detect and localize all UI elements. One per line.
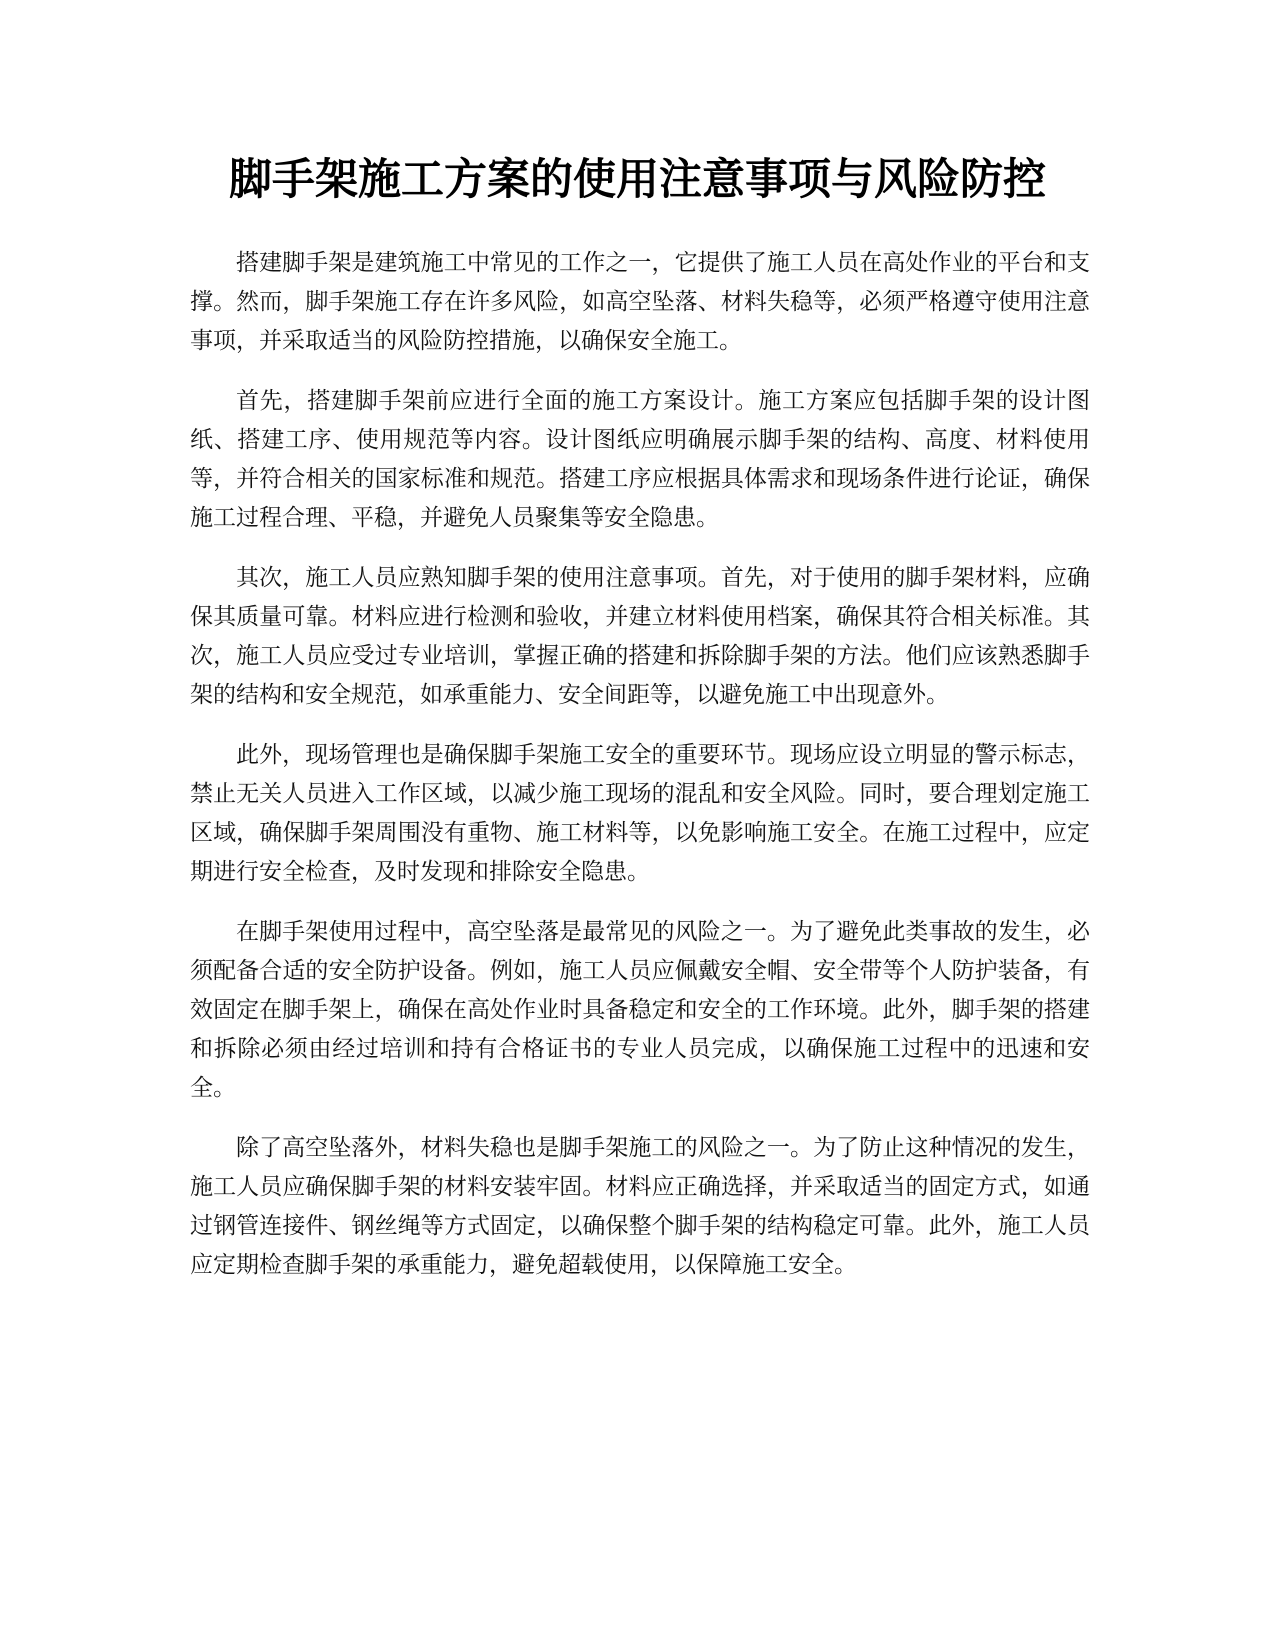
paragraph-4: 此外，现场管理也是确保脚手架施工安全的重要环节。现场应设立明显的警示标志，禁止无关人员进入工作区域，以减少施工现场的混乱和安全风险。同时，要合理划定施工区域，确保脚手架周围没有重物、施工材料等，以免影响施工安全。在施工过程中，应定期进行安全检查，及时发现和排除安全隐患。: [190, 742, 1090, 885]
document-title: 脚手架施工方案的使用注意事项与风险防控: [229, 155, 1046, 205]
paragraph-6: 除了高空坠落外，材料失稳也是脚手架施工的风险之一。为了防止这种情况的发生，施工人员应确保脚手架的材料安装牢固。材料应正确选择，并采取适当的固定方式，如通过钢管连接件、钢丝绳等方式固定，以确保整个脚手架的结构稳定可靠。此外，施工人员应定期检查脚手架的承重能力，避免超载使用，以保障施工安全。: [190, 1135, 1090, 1278]
document-body: [190, 244, 1090, 1306]
paragraph-3: 其次，施工人员应熟知脚手架的使用注意事项。首先，对于使用的脚手架材料，应确保其质量可靠。材料应进行检测和验收，并建立材料使用档案，确保其符合相关标准。其次，施工人员应受过专业培训，掌握正确的搭建和拆除脚手架的方法。他们应该熟悉脚手架的结构和安全规范，如承重能力、安全间距等，以避免施工中出现意外。: [190, 565, 1090, 708]
paragraph-2: 首先，搭建脚手架前应进行全面的施工方案设计。施工方案应包括脚手架的设计图纸、搭建工序、使用规范等内容。设计图纸应明确展示脚手架的结构、高度、材料使用等，并符合相关的国家标准和规范。搭建工序应根据具体需求和现场条件进行论证，确保施工过程合理、平稳，并避免人员聚集等安全隐患。: [190, 388, 1090, 531]
paragraph-5: 在脚手架使用过程中，高空坠落是最常见的风险之一。为了避免此类事故的发生，必须配备合适的安全防护设备。例如，施工人员应佩戴安全帽、安全带等个人防护装备，有效固定在脚手架上，确保在高处作业时具备稳定和安全的工作环境。此外，脚手架的搭建和拆除必须由经过培训和持有合格证书的专业人员完成，以确保施工过程中的迅速和安全。: [190, 919, 1090, 1101]
paragraph-1: 搭建脚手架是建筑施工中常见的工作之一，它提供了施工人员在高处作业的平台和支撑。然而，脚手架施工存在许多风险，如高空坠落、材料失稳等，必须严格遵守使用注意事项，并采取适当的风险防控措施，以确保安全施工。: [190, 250, 1090, 354]
